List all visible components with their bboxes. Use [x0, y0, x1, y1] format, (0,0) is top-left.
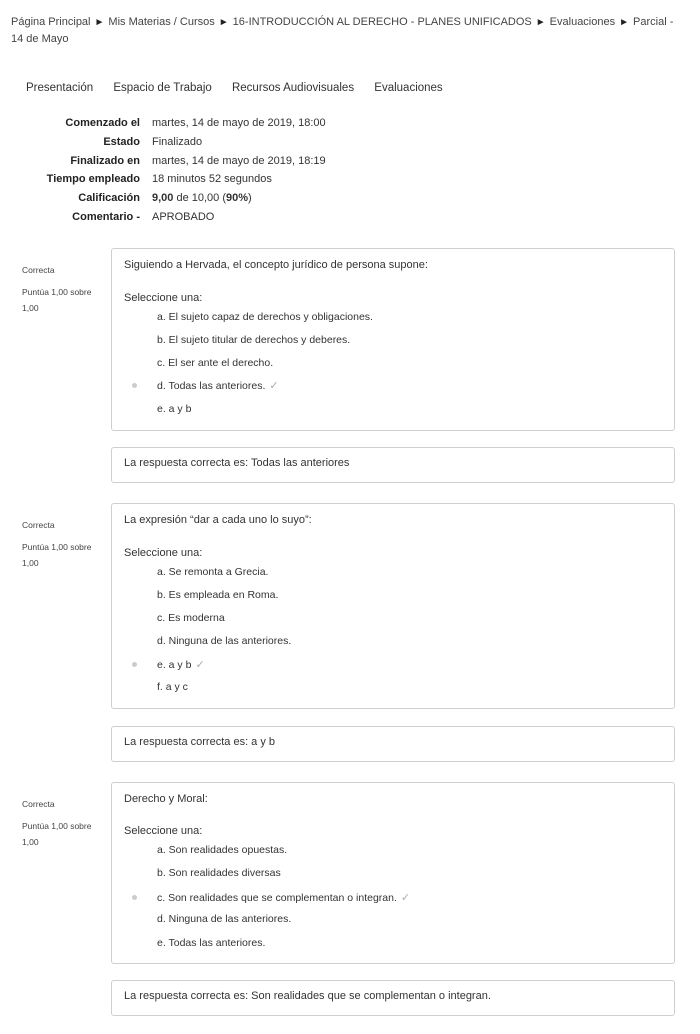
question-points: Puntúa 1,00 sobre 1,00 [22, 821, 92, 847]
breadcrumb-separator-icon: ► [94, 17, 105, 28]
question-prompt: Seleccione una: [124, 825, 203, 837]
question-prompt: Seleccione una: [124, 547, 203, 559]
started-value: martes, 14 de mayo de 2019, 18:00 [152, 117, 326, 130]
course-nav [26, 82, 460, 94]
check-icon: ✓ [195, 659, 205, 671]
question-info [22, 796, 102, 850]
tab-recursos[interactable]: Recursos Audiovisuales [231, 82, 355, 94]
started-label: Comenzado el [65, 117, 140, 130]
answer-option[interactable]: b. Es empleada en Roma. [157, 589, 279, 601]
breadcrumb-evaluations[interactable]: Evaluaciones [549, 16, 616, 28]
question-state: Correcta [22, 520, 55, 530]
breadcrumb-separator-icon: ► [218, 17, 229, 28]
breadcrumb [11, 14, 681, 48]
answer-option[interactable]: a. Se remonta a Grecia. [157, 566, 269, 578]
grade-label: Calificación [78, 192, 140, 205]
selected-radio-icon[interactable] [132, 662, 137, 667]
grade-value [152, 192, 252, 204]
breadcrumb-separator-icon: ► [535, 17, 546, 28]
selected-radio-icon[interactable] [132, 383, 137, 388]
comment-value: APROBADO [152, 210, 215, 223]
answer-option[interactable]: f. a y c [157, 681, 188, 693]
answer-option[interactable]: c. Es moderna [157, 612, 225, 624]
grade-score: 9,00 [152, 192, 174, 205]
state-value: Finalizado [152, 136, 203, 149]
answer-option-selected[interactable]: c. Son realidades que se complementan o integran. ✓ [157, 891, 411, 904]
answer-option-selected[interactable]: e. a y b ✓ [157, 658, 205, 671]
answer-option[interactable]: b. Son realidades diversas [157, 867, 281, 879]
grade-percent: 90% [226, 192, 249, 205]
tab-evaluaciones[interactable]: Evaluaciones [374, 82, 443, 94]
answer-option[interactable]: b. El sujeto titular de derechos y deberes. [157, 334, 351, 346]
answer-option-selected[interactable]: d. Todas las anteriores. ✓ [157, 379, 279, 392]
correct-answer-feedback: La respuesta correcta es: a y b [111, 726, 675, 762]
breadcrumb-course[interactable]: 16-INTRODUCCIÓN AL DERECHO - PLANES UNIFICADOS [232, 16, 532, 28]
finished-label: Finalizado en [70, 154, 140, 167]
breadcrumb-current[interactable]: Parcial - 14 de Mayo [11, 16, 674, 45]
time-label: Tiempo empleado [46, 173, 140, 186]
finished-value: martes, 14 de mayo de 2019, 18:19 [152, 154, 326, 167]
question-state: Correcta [22, 265, 55, 275]
question-box [111, 248, 675, 431]
comment-label: Comentario - [72, 210, 140, 223]
breadcrumb-courses[interactable]: Mis Materias / Cursos [108, 16, 215, 28]
answer-option[interactable]: a. El sujeto capaz de derechos y obligaciones. [157, 311, 373, 323]
answer-option[interactable]: e. Todas las anteriores. [157, 937, 266, 949]
tab-presentacion[interactable]: Presentación [26, 82, 94, 94]
answer-option[interactable]: e. a y b [157, 403, 192, 415]
question-text: Derecho y Moral: [124, 793, 208, 805]
check-icon: ✓ [400, 892, 411, 904]
question-points: Puntúa 1,00 sobre 1,00 [22, 287, 92, 313]
question-text: La expresión “dar a cada uno lo suyo”: [124, 514, 312, 526]
answer-option[interactable]: c. El ser ante el derecho. [157, 357, 274, 369]
answer-option[interactable]: d. Ninguna de las anteriores. [157, 913, 292, 925]
check-icon: ✓ [269, 380, 279, 392]
tab-espacio-trabajo[interactable]: Espacio de Trabajo [113, 82, 212, 94]
question-info [22, 262, 102, 316]
time-value: 18 minutos 52 segundos [152, 173, 272, 186]
question-box [111, 782, 675, 964]
question-box [111, 503, 675, 709]
state-label: Estado [103, 136, 140, 149]
question-points: Puntúa 1,00 sobre 1,00 [22, 542, 92, 568]
question-info [22, 517, 102, 571]
selected-radio-icon[interactable] [132, 895, 137, 900]
answer-option[interactable]: a. Son realidades opuestas. [157, 844, 288, 856]
question-state: Correcta [22, 799, 55, 809]
breadcrumb-separator-icon: ► [619, 17, 630, 28]
grade-of: de 10,00 ( [173, 192, 227, 205]
correct-answer-feedback: La respuesta correcta es: Todas las anteriores [111, 447, 675, 483]
correct-answer-feedback: La respuesta correcta es: Son realidades que se complementan o integran. [111, 980, 675, 1016]
question-text: Siguiendo a Hervada, el concepto jurídico de persona supone: [124, 259, 428, 271]
answer-option[interactable]: d. Ninguna de las anteriores. [157, 635, 292, 647]
breadcrumb-home[interactable]: Página Principal [11, 16, 91, 28]
question-prompt: Seleccione una: [124, 292, 203, 304]
attempt-summary [0, 114, 326, 226]
grade-close: ) [248, 192, 252, 205]
